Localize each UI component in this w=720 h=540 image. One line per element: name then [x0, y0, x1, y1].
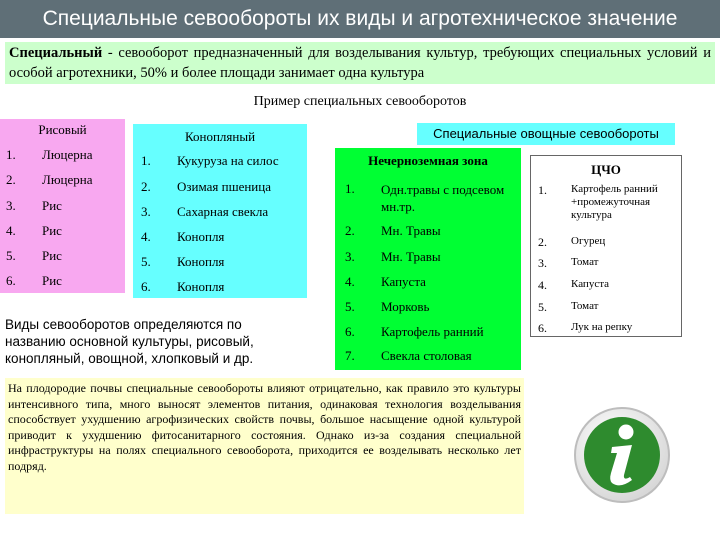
item-text: Рис: [42, 223, 62, 238]
item-number: 4.: [538, 278, 547, 292]
central-black-earth-box: [530, 155, 682, 337]
list-item: [335, 299, 521, 321]
item-text: Кукуруза на силос: [177, 153, 279, 168]
item-text: Конопля: [177, 254, 225, 269]
list-item: [531, 256, 681, 278]
definition-term: Специальный: [9, 45, 103, 61]
item-number: 2.: [6, 172, 16, 187]
item-number: 6.: [141, 279, 151, 294]
item-text: Морковь: [381, 299, 430, 314]
list-item: [0, 172, 125, 194]
item-text: Конопля: [177, 279, 225, 294]
hemp-rotation-header: Конопляный: [184, 129, 256, 144]
item-text: Люцерна: [42, 172, 93, 187]
item-text: Лук на репку: [571, 321, 633, 333]
list-item: [0, 198, 125, 220]
item-number: 6.: [345, 324, 355, 339]
item-text: Рис: [42, 198, 62, 213]
item-text: Люцерна: [42, 147, 93, 162]
list-item: [335, 223, 521, 245]
vegetable-rotations-header: Специальные овощные севообороты: [417, 123, 675, 145]
list-item: [133, 254, 307, 276]
list-item: [133, 204, 307, 226]
item-text: Томат: [571, 256, 599, 268]
list-item: [335, 324, 521, 346]
list-item: [531, 300, 681, 322]
item-text: Мн. Травы: [381, 223, 441, 238]
item-text: Рис: [42, 273, 62, 288]
item-number: 5.: [538, 300, 547, 314]
item-number: 3.: [6, 198, 16, 213]
list-item: [0, 147, 125, 169]
list-item: [531, 278, 681, 300]
list-item: [531, 321, 681, 343]
item-text: Озимая пшеница: [177, 179, 271, 194]
item-number: 4.: [141, 229, 151, 244]
list-item: [133, 179, 307, 201]
item-number: 7.: [345, 348, 355, 363]
item-number: 1.: [538, 183, 547, 197]
list-item: [335, 181, 521, 217]
rice-rotation-header: Рисовый: [38, 122, 87, 137]
item-text: Свекла столовая: [381, 348, 472, 363]
item-number: 4.: [6, 223, 16, 238]
item-number: 6.: [6, 273, 16, 288]
example-title: Пример специальных севооборотов: [253, 94, 467, 109]
item-number: 4.: [345, 274, 355, 289]
item-text: Огурец: [571, 235, 606, 247]
central-black-earth-header: ЦЧО: [591, 162, 621, 177]
item-number: 3.: [538, 256, 547, 270]
item-text: Картофель ранний: [381, 324, 484, 339]
item-number: 1.: [6, 147, 16, 162]
nonchernozem-zone-header: Нечерноземная зона: [368, 153, 488, 168]
list-item: [0, 223, 125, 245]
item-number: 5.: [345, 299, 355, 314]
page-title: Специальные севообороты их виды и агротехническое значение: [0, 0, 720, 38]
list-item: [133, 279, 307, 301]
item-text: Мн. Травы: [381, 249, 441, 264]
rice-rotation-box: [0, 119, 125, 293]
rotation-types-note: Виды севооборотов определяются по названию основной культуры, рисовый, конопляный, овощной, хлопковый и др.: [5, 317, 254, 366]
list-item: [133, 153, 307, 175]
item-number: 2.: [141, 179, 151, 194]
item-text: Одн.травы с подсевом мн.тр.: [381, 182, 505, 214]
item-number: 2.: [538, 235, 547, 249]
item-number: 5.: [141, 254, 151, 269]
hemp-rotation-box: [133, 124, 307, 298]
list-item: [0, 273, 125, 295]
item-number: 3.: [345, 249, 355, 264]
list-item: [531, 235, 681, 257]
item-text: Рис: [42, 248, 62, 263]
list-item: [335, 274, 521, 296]
item-number: 2.: [345, 223, 355, 238]
info-icon: [572, 405, 672, 505]
item-text: Конопля: [177, 229, 225, 244]
item-number: 5.: [6, 248, 16, 263]
item-text: Капуста: [571, 278, 610, 290]
item-text: Сахарная свекла: [177, 204, 269, 219]
list-item: [0, 248, 125, 270]
definition-text: - севооборот предназначенный для возделывания культур, требующих специальных условий и особой агротехники, 50% и более площади занимает одна культура: [9, 45, 711, 81]
list-item: [335, 249, 521, 271]
definition-box: [5, 42, 715, 84]
item-text: Капуста: [381, 274, 426, 289]
item-number: 3.: [141, 204, 151, 219]
item-number: 1.: [141, 153, 151, 168]
item-number: 1.: [345, 181, 355, 196]
fertility-note-box: На плодородие почвы специальные севообороты влияют отрицательно, как правило это культуры интенсивного типа, много выносят элементов питания, одинаковая технология возделывания способствует ухудшению агрофизических свойств почвы, большое насыщение одной культурой приводит к ухудшению фитосанитарного состояния. Однако из-за создания специальной инфраструктуры на полях специального севооборота, приходится ее возделывать несколько лет подряд.: [5, 378, 524, 514]
item-text: Картофель ранний +промежуточная культура: [571, 183, 658, 221]
list-item: [133, 229, 307, 251]
item-number: 6.: [538, 321, 547, 335]
item-text: Томат: [571, 300, 599, 312]
list-item: [335, 348, 521, 370]
list-item: [531, 183, 681, 225]
nonchernozem-zone-box: [335, 148, 521, 370]
